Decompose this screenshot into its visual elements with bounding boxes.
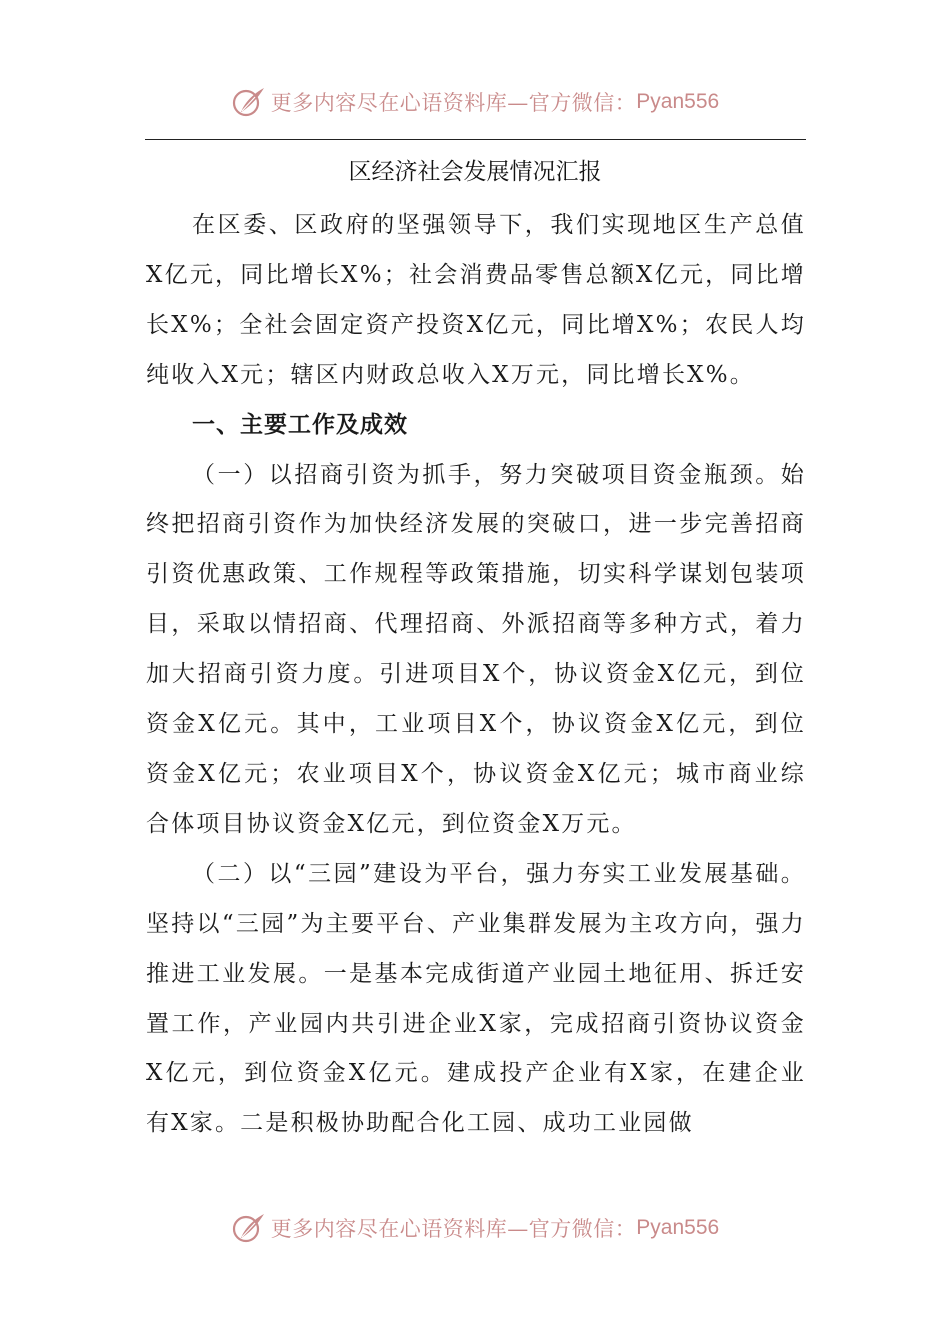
- body-paragraph: （一）以招商引资为抓手，努力突破项目资金瓶颈。始终把招商引资作为加快经济发展的突破口，进一步完善招商引资优惠政策、工作规程等政策措施，切实科学谋划包装项目，采取以情招商、代理招商、外派招商等多种方式，着力加大招商引资力度。引进项目X个，协议资金X亿元，到位资金X亿元。其中，工业项目X个，协议资金X亿元，到位资金X亿元；农业项目X个，协议资金X亿元；城市商业综合体项目协议资金X亿元，到位资金X万元。: [146, 461, 806, 837]
- quill-pen-logo-icon: [231, 84, 267, 120]
- watermark-text: 更多内容尽在心语资料库—官方微信：: [270, 91, 637, 115]
- header-divider: [145, 139, 806, 140]
- quill-pen-logo-icon: [231, 1210, 267, 1246]
- header-watermark: [0, 82, 950, 122]
- watermark-handle: Pyan556: [636, 1216, 720, 1239]
- watermark-handle: Pyan556: [636, 90, 720, 113]
- document-title: 区经济社会发展情况汇报: [348, 159, 602, 185]
- body-paragraph: （二）以“三园”建设为平台，强力夯实工业发展基础。坚持以“三园”为主要平台、产业集群发展为主攻方向，强力推进工业发展。一是基本完成街道产业园土地征用、拆迁安置工作，产业园内共引进企业X家，完成招商引资协议资金X亿元，到位资金X亿元。建成投产企业有X家，在建企业有X家。二是积极协助配合化工园、成功工业园做: [146, 860, 806, 1137]
- watermark-text: 更多内容尽在心语资料库—官方微信：: [270, 1217, 637, 1241]
- document-body: [146, 201, 806, 1149]
- section-heading: 一、主要工作及成效: [192, 411, 408, 438]
- intro-paragraph: 在区委、区政府的坚强领导下，我们实现地区生产总值X亿元，同比增长X%；社会消费品零售总额X亿元，同比增长X%；全社会固定资产投资X亿元，同比增X%；农民人均纯收入X元；辖区内财政总收入X万元，同比增长X%。: [146, 212, 806, 388]
- footer-watermark: [0, 1208, 950, 1248]
